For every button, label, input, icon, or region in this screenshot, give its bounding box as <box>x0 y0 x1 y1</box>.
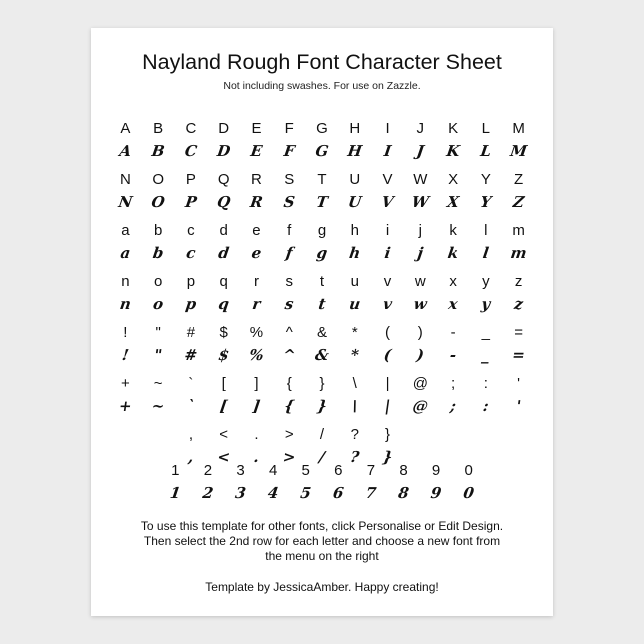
script-character: ? <box>349 448 361 466</box>
script-character: Y <box>479 193 493 211</box>
plain-character: o <box>153 273 163 290</box>
script-character: ] <box>251 397 262 415</box>
plain-character: z <box>514 273 523 290</box>
script-character: X <box>445 193 461 211</box>
script-character: > <box>281 448 297 466</box>
plain-character: \ <box>352 375 357 392</box>
script-character: l <box>481 244 490 262</box>
script-character: B <box>150 142 166 160</box>
plain-character: l <box>484 222 488 239</box>
plain-character: < <box>219 426 229 443</box>
plain-character: F <box>284 120 294 137</box>
plain-character: L <box>481 120 490 137</box>
plain-character: b <box>153 222 163 239</box>
script-character: + <box>117 397 133 415</box>
plain-character: q <box>219 273 228 290</box>
plain-character: E <box>251 120 262 137</box>
plain-character: s <box>285 273 293 290</box>
plain-character: H <box>349 120 361 137</box>
script-character: K <box>445 142 461 160</box>
script-character: V <box>380 193 395 211</box>
character-block <box>109 373 535 424</box>
script-character: D <box>215 142 232 160</box>
plain-digit: 5 <box>301 462 310 479</box>
plain-character-row <box>109 322 535 344</box>
script-character: o <box>151 295 165 313</box>
plain-character: B <box>153 120 164 137</box>
script-character: # <box>183 346 199 364</box>
plain-character: + <box>121 375 130 392</box>
script-character: < <box>216 448 232 466</box>
plain-character: A <box>120 120 131 137</box>
script-character: c <box>185 244 197 262</box>
script-character: A <box>118 142 133 160</box>
script-character: n <box>118 295 133 313</box>
plain-character: , <box>188 426 193 443</box>
plain-character: Y <box>480 171 491 188</box>
script-character-row <box>107 191 536 213</box>
script-character: ^ <box>281 346 297 364</box>
script-character: ~ <box>150 397 166 415</box>
character-block <box>109 271 535 322</box>
script-character: k <box>446 244 460 262</box>
plain-character: ^ <box>285 324 293 341</box>
plain-character: x <box>449 273 457 290</box>
plain-character: } <box>319 375 325 392</box>
plain-character: % <box>249 324 264 341</box>
plain-character: u <box>350 273 359 290</box>
plain-character: c <box>187 222 195 239</box>
plain-character-row <box>109 169 535 191</box>
script-character: E <box>249 142 264 160</box>
script-character: " <box>152 346 164 364</box>
plain-character: K <box>448 120 459 137</box>
script-character: z <box>513 295 525 313</box>
plain-digit: 2 <box>203 462 213 479</box>
plain-digit: 1 <box>171 462 180 479</box>
script-character: * <box>349 346 360 364</box>
plain-character: = <box>514 324 523 341</box>
plain-character-row <box>109 424 535 446</box>
script-character: & <box>313 346 331 364</box>
plain-digit: 3 <box>236 462 245 479</box>
plain-character: S <box>284 171 295 188</box>
plain-character: * <box>351 324 358 341</box>
script-character: a <box>119 244 132 262</box>
script-digit: 3 <box>234 484 247 502</box>
digits-block <box>109 460 535 504</box>
script-character: r <box>251 295 262 313</box>
character-block <box>109 169 535 220</box>
plain-character: h <box>350 222 359 239</box>
script-character: @ <box>411 397 430 415</box>
script-digit: 0 <box>462 484 476 502</box>
script-character: = <box>511 346 527 364</box>
plain-character: [ <box>221 375 226 392</box>
plain-digit: 0 <box>464 462 473 479</box>
plain-character: j <box>418 222 422 239</box>
plain-character <box>469 424 502 446</box>
plain-character: ' <box>517 375 521 392</box>
script-character: g <box>315 244 329 262</box>
plain-character: v <box>383 273 392 290</box>
plain-digit: 8 <box>399 462 408 479</box>
plain-character: R <box>251 171 262 188</box>
script-digit-row <box>107 482 536 504</box>
plain-character-row <box>109 373 535 395</box>
plain-character-row <box>109 271 535 293</box>
plain-character: U <box>349 171 361 188</box>
script-character: ( <box>382 346 393 364</box>
credit-line: Template by JessicaAmber. Happy creating! <box>205 580 439 594</box>
instruction-line: To use this template for other fonts, click Personalise or Edit Design. <box>140 519 504 533</box>
plain-character: r <box>253 273 259 290</box>
plain-character: M <box>512 120 525 137</box>
plain-digit: 6 <box>334 462 343 479</box>
plain-character: e <box>252 222 261 239</box>
plain-character: ; <box>450 375 456 392</box>
plain-character: D <box>218 120 230 137</box>
script-character: u <box>348 295 362 313</box>
plain-character: d <box>219 222 228 239</box>
script-character: [ <box>218 397 229 415</box>
script-digit: 2 <box>201 484 215 502</box>
script-digit: 9 <box>429 484 443 502</box>
script-character-row <box>107 344 536 366</box>
script-digit: 4 <box>266 484 280 502</box>
script-character: % <box>248 346 265 364</box>
script-character: j <box>416 244 425 262</box>
plain-character: a <box>121 222 130 239</box>
plain-character: ) <box>417 324 423 341</box>
plain-digit: 9 <box>431 462 441 479</box>
script-character: ) <box>415 346 426 364</box>
script-character: d <box>217 244 231 262</box>
script-character: p <box>184 295 198 313</box>
script-character: ` <box>185 397 196 415</box>
plain-character: " <box>155 324 161 341</box>
script-character: ! <box>120 346 130 364</box>
script-character: x <box>447 295 459 313</box>
script-character: H <box>346 142 364 160</box>
plain-character: _ <box>481 324 490 341</box>
plain-digit: 7 <box>366 462 376 479</box>
instruction-line: the menu on the right <box>265 549 379 563</box>
script-character: ; <box>449 397 458 415</box>
script-digit: 5 <box>299 484 313 502</box>
plain-character <box>404 424 437 446</box>
plain-character: T <box>317 171 327 188</box>
script-character: } <box>315 397 329 415</box>
plain-character: > <box>284 426 294 443</box>
character-grid <box>109 118 535 475</box>
plain-digit: 4 <box>268 462 278 479</box>
script-character: } <box>381 448 394 466</box>
script-character: m <box>509 244 528 262</box>
script-character-row <box>107 395 536 417</box>
plain-character: p <box>186 273 196 290</box>
script-character: s <box>283 295 295 313</box>
script-character: i <box>383 244 392 262</box>
script-character: ' <box>515 397 523 415</box>
plain-character <box>502 424 535 446</box>
page-subtitle: Not including swashes. For use on Zazzle. <box>223 80 421 92</box>
plain-character: k <box>449 222 457 239</box>
plain-character: C <box>185 120 197 137</box>
plain-character: m <box>512 222 525 239</box>
script-character: T <box>315 193 329 211</box>
plain-character: ` <box>188 375 194 392</box>
plain-character: g <box>317 222 327 239</box>
plain-character: : <box>483 375 488 392</box>
script-character: { <box>283 397 296 415</box>
character-block <box>109 220 535 271</box>
plain-character: ! <box>123 324 128 341</box>
script-character: q <box>217 295 231 313</box>
script-character: - <box>448 346 458 364</box>
plain-character: I <box>385 120 390 137</box>
script-character: R <box>248 193 264 211</box>
plain-character: @ <box>412 375 428 392</box>
character-block <box>109 322 535 373</box>
script-character: $ <box>217 346 231 364</box>
script-character-row <box>107 140 536 162</box>
script-character: P <box>184 193 198 211</box>
plain-character-row <box>109 118 535 140</box>
script-character: / <box>317 448 326 466</box>
character-block <box>109 118 535 169</box>
plain-character: w <box>414 273 426 290</box>
script-character-row <box>107 293 536 315</box>
script-character: S <box>282 193 296 211</box>
script-character: \ <box>350 397 359 415</box>
script-character: , <box>187 448 195 466</box>
script-character: O <box>150 193 166 211</box>
script-character: . <box>252 448 261 466</box>
plain-character: y <box>482 273 490 290</box>
plain-character: n <box>121 273 130 290</box>
plain-character: X <box>448 171 459 188</box>
plain-character: G <box>316 120 328 137</box>
plain-character: t <box>319 273 325 290</box>
script-character: L <box>479 142 493 160</box>
instructions <box>91 519 553 564</box>
script-character: h <box>348 244 362 262</box>
instruction-line: Then select the 2nd row for each letter and choose a new font from <box>143 534 501 548</box>
script-character: : <box>481 397 490 415</box>
script-digit: 8 <box>397 484 410 502</box>
plain-character: P <box>185 171 196 188</box>
script-character-row <box>107 242 536 264</box>
plain-character: Z <box>514 171 524 188</box>
script-character: y <box>480 295 492 313</box>
script-character: M <box>509 142 529 160</box>
plain-character <box>109 424 142 446</box>
plain-character-row <box>109 220 535 242</box>
plain-character: { <box>286 375 292 392</box>
script-digit: 6 <box>331 484 345 502</box>
script-digit: 1 <box>168 484 182 502</box>
plain-character: ( <box>385 324 391 341</box>
script-character: f <box>284 244 294 262</box>
page-title: Nayland Rough Font Character Sheet <box>142 50 502 74</box>
plain-character: ~ <box>153 375 163 392</box>
plain-character: N <box>119 171 131 188</box>
script-digit: 7 <box>364 484 378 502</box>
script-character: Z <box>511 193 526 211</box>
plain-character: ? <box>350 426 359 443</box>
plain-character: f <box>287 222 292 239</box>
plain-digit-row <box>109 460 535 482</box>
script-character: N <box>117 193 134 211</box>
plain-character: O <box>152 171 164 188</box>
plain-character: . <box>254 426 259 443</box>
script-character: e <box>250 244 263 262</box>
script-character: | <box>383 397 392 415</box>
plain-character: J <box>416 120 425 137</box>
script-character: I <box>382 142 393 160</box>
plain-character: i <box>385 222 390 239</box>
script-character: Q <box>215 193 232 211</box>
plain-character: ] <box>254 375 259 392</box>
script-character: F <box>282 142 296 160</box>
script-character: _ <box>480 346 491 364</box>
plain-character: / <box>319 426 325 443</box>
script-character: U <box>346 193 363 211</box>
plain-character: $ <box>219 324 228 341</box>
plain-character: | <box>385 375 390 392</box>
plain-character <box>437 424 470 446</box>
plain-character: Q <box>217 171 230 188</box>
plain-character: W <box>413 171 428 188</box>
script-character: b <box>151 244 165 262</box>
script-character: v <box>381 295 394 313</box>
plain-character: # <box>186 324 196 341</box>
script-character: W <box>410 193 430 211</box>
script-character: C <box>183 142 199 160</box>
plain-character: & <box>316 324 327 341</box>
plain-character: } <box>385 426 391 443</box>
script-character: J <box>415 142 426 160</box>
plain-character <box>142 424 175 446</box>
script-character: G <box>314 142 330 160</box>
plain-character: V <box>382 171 393 188</box>
plain-character: - <box>450 324 456 341</box>
script-character: t <box>317 295 327 313</box>
character-sheet-poster <box>91 28 553 616</box>
script-character: w <box>412 295 429 313</box>
